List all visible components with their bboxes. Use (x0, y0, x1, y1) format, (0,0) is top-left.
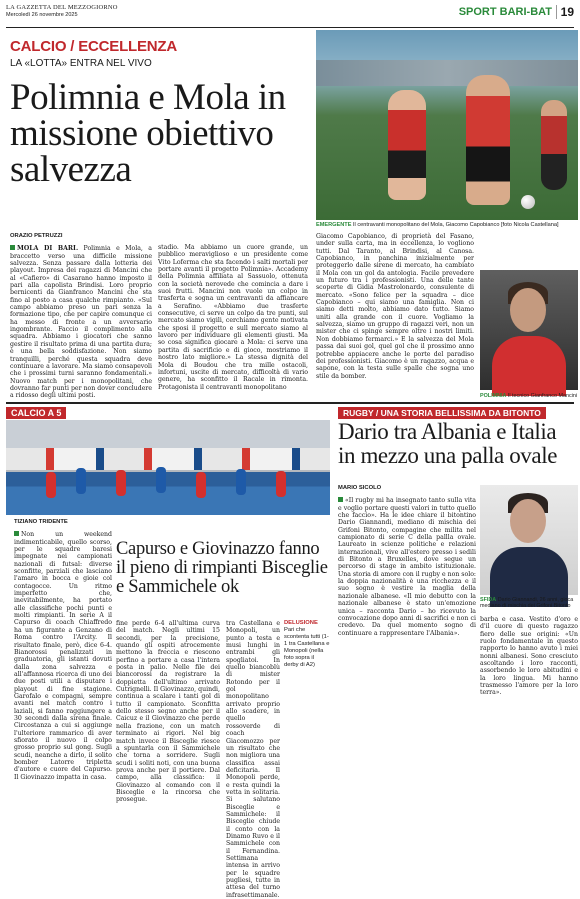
story2-column-1 (14, 519, 112, 837)
story3-column-2: barba e casa. Vestito d'oro e d'il cuore di questo ragazzo fiero delle sue origini: «Un ruolo fondamentale in questo rapporto lo hanno avuto i miei nonni albanesi. Sono cresciuto ascoltando i loro racconti, assorbendo le loro abitudini e la loro lingua. Mi hanno trasmesso l'amore per la loro terra». (480, 616, 578, 697)
portrait-face (510, 499, 546, 543)
story2-column-3: tra Castellana e Monopoli, un punto a testa e musi lunghi in entrambi gli spogliatoi. In quello biancoblù di mister Rotondo per il gol monopolitano arrivato proprio allo scadere, in quello rossoverde di coach Giacomozzo per un risultato che non migliora una classifica assai deficitaria. Il Monopoli perde, e resta quindi la vetta in solitaria. Si salutano Bisceglie e Sammichele: il Bisceglie chiude il conto con la Dinamo Ruvo e il Sammichele con il Fernandina. Settimana intensa in arrivo per le squadre pugliesi, tutte in attesa del turno infrasettimanale. (226, 620, 280, 899)
portrait-face (510, 288, 546, 332)
coach-caption (480, 393, 578, 399)
player-figure (466, 75, 510, 205)
byline: ORAZIO PETRUZZI (10, 233, 63, 239)
rugby-photo-caption (480, 597, 578, 609)
masthead-rule (6, 27, 574, 28)
coach-portrait (480, 270, 578, 390)
photo-caption (316, 222, 578, 228)
player-figure (46, 472, 56, 498)
sidebox-text: Pari che scontenta tutti (1-1 tra Castellana e Monopoli (nella foto sopra il derby di A2) (284, 627, 330, 668)
sponsor-boards (6, 448, 330, 470)
body-text: «Il rugby mi ha insegnato tanto sulla vita e voglio portare questi valori in tutto quello che faccio». Ha le idee chiare il bitontino Dario Giannandi, mediano di mischia dei Grifoni Bitonto, compagine che milita nel campionato di serie C della pallla ovale. Laureato in scienze politiche e relazioni internazionali, vive all'estero presso i sedili di Bitonto a Bruxelles, dove segue un percorso di stage in ambito istituzionale. Una storia di amore con il rugby e non solo: la doppia nazionalità è una ricchezza e il suo sogno è vestire la maglia della nazionale albanese. «Il mio debutto con la nazionale albanese è stato un'emozione unica – racconta Dario – ho ricevuto la convocazione dopo anni di sacrifici e non ci credevo. Da quel momento sogno di continuare a rappresentare l'Albania». (338, 497, 476, 637)
story2-sidebox (284, 620, 330, 669)
byline: MARIO SICOLO (338, 485, 382, 491)
body-text: Non un weekend indimenticabile, quello scorso, per le squadre baresi impegnate nei campionati nazionali di futsal: diverse sconfitte, parziali che lasciano l'amaro in bocca e gioie col contagocce. Un ritmo imperfetto che, inevitabilmente, ha portato alle classifiche pochi punti e molti rimpianti. In serie A il Capurso di coach Chiaffredo ha un figurante a Genzano di Roma contro l'Arcity. Il risultato finale, però, dice 6-4. Bianorossi penalizzati in graduatoria, gli istanti dovuti dalla zona salvezza e all'affannosa ricerca di uno dei due posti utili a disputare i playout di fine stagione. Garofalo e compagni, sempre avanti nel match contro i laziali, si fanno raggiungere a 30 secondi dalla sirena finale. Circostanza a cui si aggiunge l'ulteriore rammarico di aver sfiorato il nuovo il colpo grosso proprio sul gong. Sugli scudi, neanche a dirlo, il solito bomber Latorre tripletta d'autore e cuore del Capurso. Il Giovinazzo impatta in casa. (14, 531, 112, 781)
section-divider (6, 402, 574, 404)
story1-column-2: stadio. Ma abbiamo un cuore grande, un pubblico meraviglioso e un presidente come Vito Loferma che sta facendo i salti mortali per portare avanti il progetto Polimnia». Accademy della Polimnia affiliata al Sassuolo, ottenuta con la società nerovede che comincia a dare i suoi frutti. Mancini non vuole un colpo in trasferta e sogna un centravanti da affiancare a Serafino. «Abbiamo due trasferte consecutive, ci serve un colpo da tre punti, sul mercato siamo vigili, cerchiamo gente motivata che sposi il progetto e sull mercato siamo al lavoro per individuare gli elementi giusti. Ma so cosa significa giocare a Mola: ci serve una partita di sacrificio e di gioco, mostriamo il nostro lato migliore.» La stessa dignità del Mola di Boudou che tra mille ostacoli, infortuni, uscite di mercato, difficoltà di vario genere, ha sconfitto il Racale in rimonta. Protagonista il centravanti monopolitano (158, 244, 308, 391)
futsal-photo (6, 420, 330, 515)
player-figure (236, 469, 246, 495)
page-number: 19 (556, 5, 574, 19)
story1-column-3: Giacomo Capobianco, di proprietà del Fasano, under sulla carta, ma in eccellenza, lo vogliono tutti. Dal Taranto, al Brindisi, al Canosa. Capobianco, in panchina inizialmente per proteggerlo dalle sirene di mercato, ha cambiato il Mola con un gol da antologia. Facile prevedere un futuro tra i professionisti. Una delle tante scoperte di Gidia Mastrolonardo, consulente di mercato. «Sono felice per la squadra – dice Capobianco – qui siamo una famiglia. Non ci siamo detti molto, abbiamo dato tutto. Siamo uniti alla grande con il cuore. Vogliamo la salvezza, siamo un gruppo di ragazzi veri, non un mister che ci spinge sempre oltre i nostri limiti. Non dobbiamo fermarci.» E la salvezza del Mola passa dai suoi gol, quel gol che il prossimo anno potrebbe appiacere anche le porte del paradiso dei professionisti. Giacomo è un ragazzo, acqua e sapone, con la testa sulle spalle che sogna uno stile da bomber. (316, 233, 474, 380)
player-figure (276, 471, 286, 497)
football-icon (521, 195, 535, 209)
player-figure (156, 467, 166, 493)
portrait-body (492, 336, 566, 396)
player-figure (196, 472, 206, 498)
player-figure (388, 90, 426, 200)
masthead (6, 4, 574, 26)
rugby-player-portrait (480, 485, 578, 595)
story3-column-1 (338, 485, 476, 837)
story2-section-label: CALCIO A 5 (6, 407, 66, 419)
sidebox-title: DELUSIONE (284, 620, 318, 626)
football-photo (316, 30, 578, 220)
body-text: Polimnia e Mola, a braccetto verso una difficile missione salvezza. Senza passare dalla lotteria dei playout. Impresa dei ragazzi di Mancini che al «Cafiero» di Casarano hanno imposto il pari alla capolista Brindisi. Loro proprio bernicenti da Gianfranco Mancini che sta fino al posto a casa qualche rimpianto. «Sul campo abbiamo preso un pari senza la formazione tipo, che per capire comunque ci ha messo di fronte a un avversario ingombrante. Faccio il complimento alla squadra. Abbiamo i giocatori che sanno gestire il risultato prima di una partita dura; è una bella soddisfazione. Non siamo tranquilli, perché questa squadra deve continuare a lavorare. Ma siamo consapevoli che i prossimi turni saranno fondamentali.» Nuovo match per i monopolitani, che dovranno far punti per non dover concludere a ridosso degli ultimi posti. (10, 245, 152, 400)
story1-kicker: CALCIO / ECCELLENZA (10, 38, 178, 55)
issue-date: Mercoledì 26 novembre 2025 (6, 12, 78, 18)
story1-column-1 (10, 233, 152, 399)
byline: TIZIANO TRIDENTE (14, 519, 68, 525)
story3-headline[interactable]: Dario tra Albania e Italia in mezzo una palla ovale (338, 419, 558, 468)
caption-text: Il centravanti monopolitano del Mola, Giacomo Capobianco [foto Nicola Castellana] (353, 222, 559, 228)
square-bullet-icon (14, 531, 19, 536)
caption-text: Dario Giannandi, 26 anni, gioca mediano di mischia dei Grifoni Bitonto (480, 597, 574, 609)
caption-text: Il tecnico Gianfranco Mancini (507, 393, 578, 399)
square-bullet-icon (10, 245, 15, 250)
caption-tag: EMERGENTE (316, 222, 352, 228)
story2-column-2: fine perde 6-4 all'ultima curva del match. Negli ultimi 15 secondi, per la precisione, quando gli ospiti atrocemente mettono la freccia e riescono perfino a portare a casa l'intera posta in palio. Nelle file dei biancorossi da registrare la doppietta dell'ultimo arrivato Cutrignelli. Il Giovinazzo, quindi, continua a scalare i tanti gol di tutto il campionato. Sconfitta dello stesso segno anche per il Caicuz e il Giovinazzo che perde nella frazione, con un match terminato ai rigori. Nel big match invece il Bisceglie riesce a spuntarla con il Sammichele che torna a sorridere. Sugli scudi i soliti noti, con una buona prova anche per il portiere. Dal campo, alla classifica: il Giovinazzo al comando con il Bisceglie e la rincorsa che prosegue. (116, 620, 220, 804)
dateline: MOLA DI BARI. (17, 245, 79, 253)
caption-tag: POLIMNIA (480, 393, 507, 399)
story1-subkicker: LA «LOTTA» ENTRA NEL VIVO (10, 58, 152, 69)
square-bullet-icon (338, 497, 343, 502)
story2-headline[interactable]: Capurso e Giovinazzo fanno il pieno di rimpianti Bisceglie e Sammichele ok (116, 539, 328, 597)
story3-section-label: RUGBY / UNA STORIA BELLISSIMA DA BITONTO (338, 407, 546, 419)
caption-tag: SFIDA (480, 597, 497, 603)
story1-headline[interactable]: Polimnia e Mola in missione obiettivo salvezza (10, 77, 286, 190)
newspaper-name: LA GAZZETTA DEL MEZZOGIORNO (6, 4, 118, 11)
section-title: SPORT BARI-BAT (458, 6, 552, 18)
player-figure (76, 468, 86, 494)
player-figure (116, 470, 126, 496)
player-figure (541, 100, 567, 190)
stadium-stand (316, 60, 578, 86)
